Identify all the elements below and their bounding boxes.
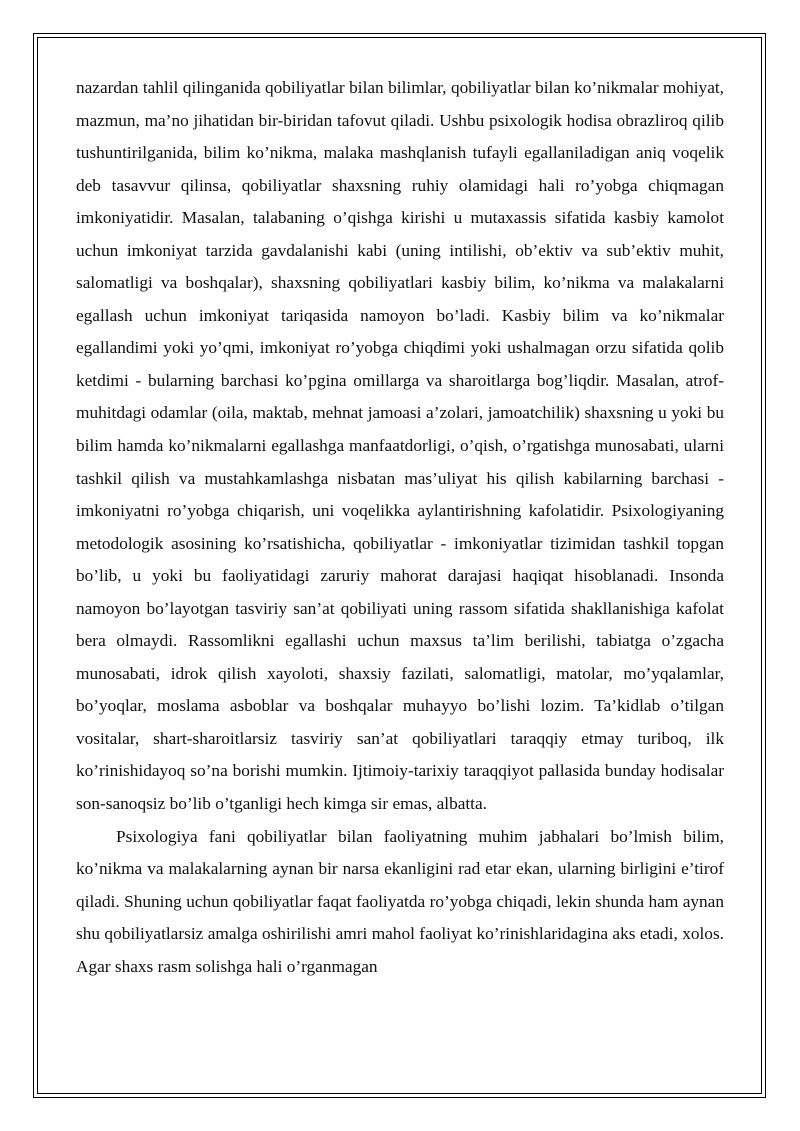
- document-body: [76, 72, 724, 983]
- paragraph: Psixologiya fani qobiliyatlar bilan faoliyatning muhim jabhalari bo’lmish bilim, ko’nikma va malakalarning aynan bir narsa ekanligini rad etar ekan, ularning birligini e’tirof qiladi. Shuning uchun qobiliyatlar faqat faoliyatda ro’yobga chiqadi, lekin shunda ham aynan shu qobiliyatlarsiz amalga oshirilishi amri mahol faoliyat ko’rinishlaridagina aks etadi, xolos. Agar shaxs rasm solishga hali o’rganmagan: [76, 826, 724, 976]
- paragraph-continuation: nazardan tahlil qilinganida qobiliyatlar bilan bilimlar, qobiliyatlar bilan ko’nikmalar mohiyat, mazmun, ma’no jihatidan bir-biridan tafovut qiladi. Ushbu psixologik hodisa obrazliroq qilib tushuntirilganida, bilim ko’nikma, malaka mashqlanish tufayli egallaniladigan aniq voqelik deb tasavvur qilinsa, qobiliyatlar shaxsning ruhiy olamidagi hali ro’yobga chiqmagan imkoniyatidir. Masalan, talabaning o’qishga kirishi u mutaxassis sifatida kasbiy kamolot uchun imkoniyat tarzida gavdalanishi kabi (uning intilishi, ob’ektiv va sub’ektiv muhit, salomatligi va boshqalar), shaxsning qobiliyatlari kasbiy bilim, ko’nikma va malakalarni egallash uchun imkoniyat tariqasida namoyon bo’ladi. Kasbiy bilim va ko’nikmalar egallandimi yoki yo’qmi, imkoniyat ro’yobga chiqdimi yoki ushalmagan orzu sifatida qolib ketdimi - bularning barchasi ko’pgina omillarga va sharoitlarga bog’liqdir. Masalan, atrof-muhitdagi odamlar (oila, maktab, mehnat jamoasi a’zolari, jamoatchilik) shaxsning u yoki bu bilim hamda ko’nikmalarni egallashga manfaatdorligi, o’qish, o’rgatishga munosabati, ularni tashkil qilish va mustahkamlashga nisbatan mas’uliyat his qilish kabilarning barchasi - imkoniyatni ro’yobga chiqarish, uni voqelikka aylantirishning kafolatidir. Psixologiyaning metodologik asosining ko’rsatishicha, qobiliyatlar - imkoniyatlar tizimidan tashkil topgan bo’lib, u yoki bu faoliyatidagi zaruriy mahorat darajasi haqiqat hisoblanadi. Insonda namoyon bo’layotgan tasviriy san’at qobiliyati uning rassom sifatida shakllanishiga kafolat bera olmaydi. Rassomlikni egallashi uchun maxsus ta’lim berilishi, tabiatga o’zgacha munosabati, idrok qilish xayoloti, shaxsiy fazilati, salomatligi, matolar, mo’yqalamlar, bo’yoqlar, moslama asboblar va boshqalar muhayyo bo’lishi lozim. Ta’kidlab o’tilgan vositalar, shart-sharoitlarsiz tasviriy san’at qobiliyatlari taraqqiy etmay turiboq, ilk ko’rinishidayoq so’na borishi mumkin. Ijtimoiy-tarixiy taraqqiyot pallasida bunday hodisalar son-sanoqsiz bo’lib o’tganligi hech kimga sir emas, albatta.: [76, 78, 724, 814]
